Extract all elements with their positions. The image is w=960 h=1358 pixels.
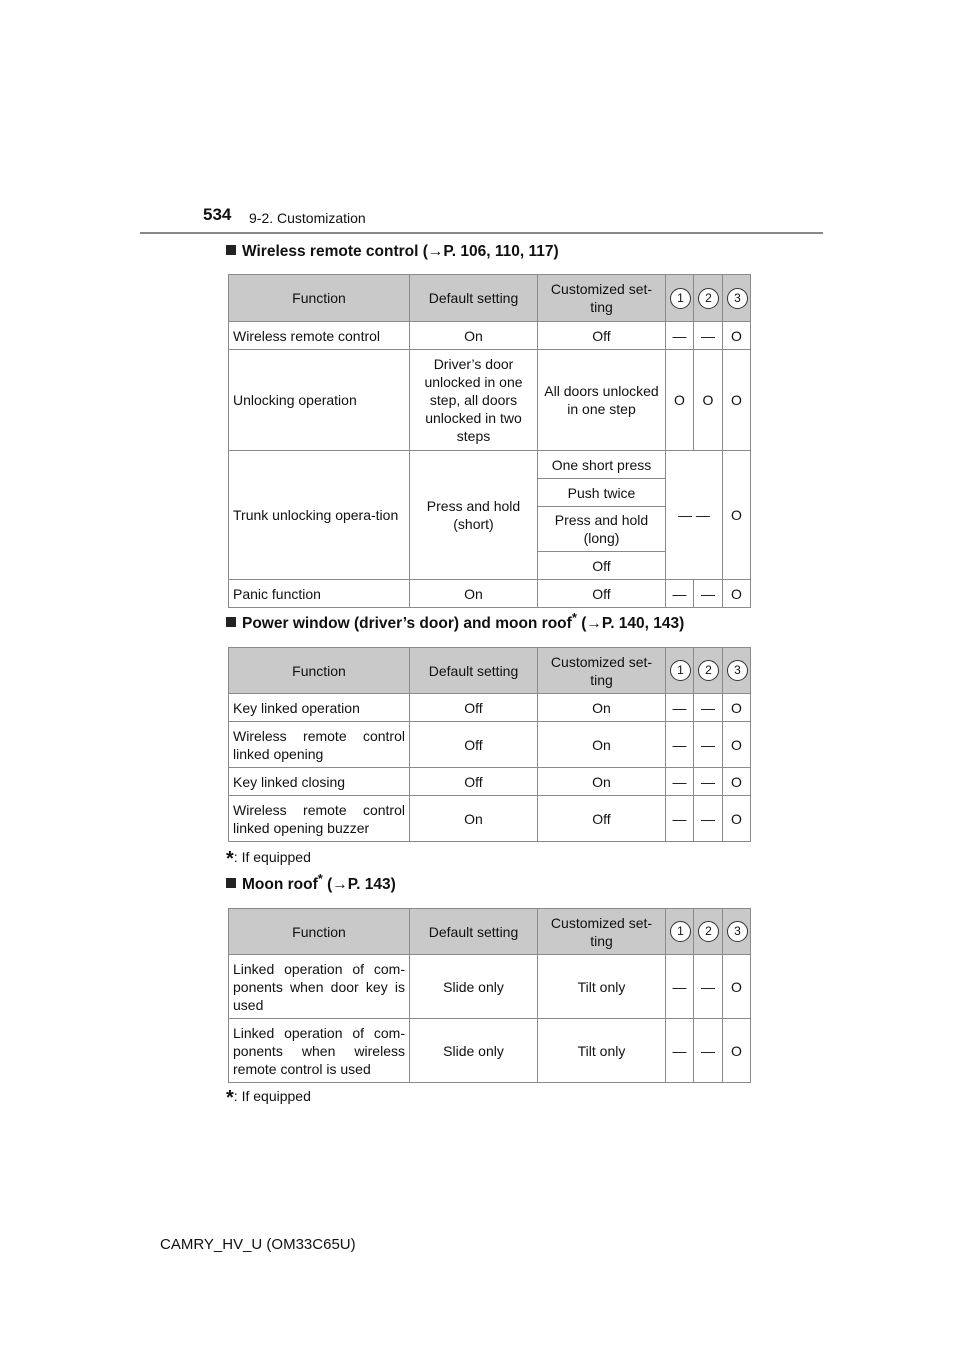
footnote: [226, 848, 311, 871]
table-row: [229, 451, 751, 479]
function-cell: Panic function: [229, 580, 410, 608]
mark-cell: —: [666, 580, 694, 608]
wireless-table: [228, 274, 751, 608]
circle-2-icon: 2: [698, 921, 719, 942]
col-function: Function: [229, 648, 410, 694]
default-cell: On: [410, 796, 538, 842]
custom-cell: Off: [538, 552, 666, 580]
col-default: Default setting: [410, 909, 538, 955]
custom-cell: All doors unlocked in one step: [538, 350, 666, 451]
mark-cell: —: [694, 322, 723, 350]
square-bullet-icon: [226, 245, 236, 255]
table-header-row: [229, 275, 751, 322]
default-cell: Slide only: [410, 1019, 538, 1083]
circle-1-icon: 1: [670, 288, 691, 309]
custom-cell: Push twice: [538, 479, 666, 507]
circle-3-icon: 3: [727, 288, 748, 309]
footer-model-code: CAMRY_HV_U (OM33C65U): [160, 1236, 356, 1253]
moon-roof-table: [228, 908, 751, 1083]
mark-cell: O: [723, 722, 751, 768]
col-function: Function: [229, 909, 410, 955]
mark-cell: — —: [666, 451, 723, 580]
mark-cell: O: [666, 350, 694, 451]
mark-cell: —: [694, 580, 723, 608]
footnote-text: : If equipped: [233, 849, 311, 865]
function-cell: Wireless remote control linked opening buzzer: [229, 796, 410, 842]
power-window-heading-ref: (→P. 140, 143): [576, 615, 685, 632]
custom-cell: Off: [538, 322, 666, 350]
mark-cell: —: [694, 694, 723, 722]
function-cell: Wireless remote control linked opening: [229, 722, 410, 768]
asterisk-mark: *: [571, 609, 577, 625]
mark-cell: —: [666, 722, 694, 768]
asterisk-mark: *: [226, 848, 234, 870]
circle-1-icon: 1: [670, 660, 691, 681]
asterisk-mark: *: [317, 870, 323, 886]
header-rule: [140, 232, 823, 234]
table-row: [229, 694, 751, 722]
default-cell: Off: [410, 768, 538, 796]
circle-1-icon: 1: [670, 921, 691, 942]
mark-cell: —: [694, 722, 723, 768]
mark-cell: O: [723, 1019, 751, 1083]
mark-cell: —: [694, 1019, 723, 1083]
custom-cell: Tilt only: [538, 1019, 666, 1083]
function-cell: Unlocking operation: [229, 350, 410, 451]
function-cell: Key linked operation: [229, 694, 410, 722]
circle-3-icon: 3: [727, 660, 748, 681]
default-cell: Press and hold (short): [410, 451, 538, 580]
mark-cell: O: [723, 322, 751, 350]
custom-cell: Tilt only: [538, 955, 666, 1019]
function-cell: Wireless remote control: [229, 322, 410, 350]
function-cell: Linked operation of com-ponents when wireless remote control is used: [229, 1019, 410, 1083]
power-window-heading-text: Power window (driver’s door) and moon roof: [242, 615, 572, 632]
mark-cell: —: [666, 768, 694, 796]
default-cell: On: [410, 322, 538, 350]
col-default: Default setting: [410, 648, 538, 694]
circle-2-icon: 2: [698, 288, 719, 309]
moon-roof-heading-ref: (→P. 143): [322, 876, 396, 893]
table-header-row: [229, 909, 751, 955]
footnote-text: : If equipped: [233, 1088, 311, 1104]
power-window-heading: [226, 609, 685, 633]
square-bullet-icon: [226, 878, 236, 888]
mark-cell: O: [694, 350, 723, 451]
default-cell: On: [410, 580, 538, 608]
table-row: [229, 955, 751, 1019]
table-row: [229, 1019, 751, 1083]
table-header-row: [229, 648, 751, 694]
mark-cell: —: [694, 768, 723, 796]
moon-roof-heading: [226, 870, 396, 894]
custom-cell: On: [538, 722, 666, 768]
custom-cell: On: [538, 694, 666, 722]
mark-cell: —: [666, 694, 694, 722]
custom-cell: Off: [538, 580, 666, 608]
footnote: [226, 1087, 311, 1110]
table-row: [229, 796, 751, 842]
mark-cell: O: [723, 580, 751, 608]
default-cell: Slide only: [410, 955, 538, 1019]
mark-cell: O: [723, 768, 751, 796]
page-number: 534: [203, 205, 232, 224]
power-window-table: [228, 647, 751, 842]
mark-cell: O: [723, 451, 751, 580]
table-row: [229, 350, 751, 451]
custom-cell: Press and hold (long): [538, 507, 666, 552]
mark-cell: O: [723, 694, 751, 722]
table-row: [229, 768, 751, 796]
custom-cell: On: [538, 768, 666, 796]
mark-cell: —: [694, 955, 723, 1019]
custom-cell: Off: [538, 796, 666, 842]
section-title: 9-2. Customization: [249, 210, 366, 226]
mark-cell: O: [723, 796, 751, 842]
square-bullet-icon: [226, 617, 236, 627]
default-cell: Off: [410, 722, 538, 768]
circle-2-icon: 2: [698, 660, 719, 681]
col-customized: Customized set-ting: [538, 648, 666, 694]
mark-cell: O: [723, 350, 751, 451]
col-function: Function: [229, 275, 410, 322]
function-cell: Key linked closing: [229, 768, 410, 796]
moon-roof-heading-text: Moon roof: [242, 876, 318, 893]
mark-cell: —: [694, 796, 723, 842]
mark-cell: —: [666, 796, 694, 842]
col-customized: Customized set-ting: [538, 909, 666, 955]
custom-cell: One short press: [538, 451, 666, 479]
mark-cell: —: [666, 322, 694, 350]
mark-cell: —: [666, 1019, 694, 1083]
col-default: Default setting: [410, 275, 538, 322]
wireless-heading: [226, 243, 559, 261]
function-cell: Linked operation of com-ponents when door key is used: [229, 955, 410, 1019]
default-cell: Driver’s door unlocked in one step, all doors unlocked in two steps: [410, 350, 538, 451]
table-row: [229, 722, 751, 768]
mark-cell: O: [723, 955, 751, 1019]
table-row: [229, 322, 751, 350]
circle-3-icon: 3: [727, 921, 748, 942]
default-cell: Off: [410, 694, 538, 722]
function-cell: Trunk unlocking opera-tion: [229, 451, 410, 580]
table-row: [229, 580, 751, 608]
mark-cell: —: [666, 955, 694, 1019]
asterisk-mark: *: [226, 1087, 234, 1109]
col-customized: Customized set-ting: [538, 275, 666, 322]
wireless-heading-text: Wireless remote control (→P. 106, 110, 117): [242, 243, 559, 260]
